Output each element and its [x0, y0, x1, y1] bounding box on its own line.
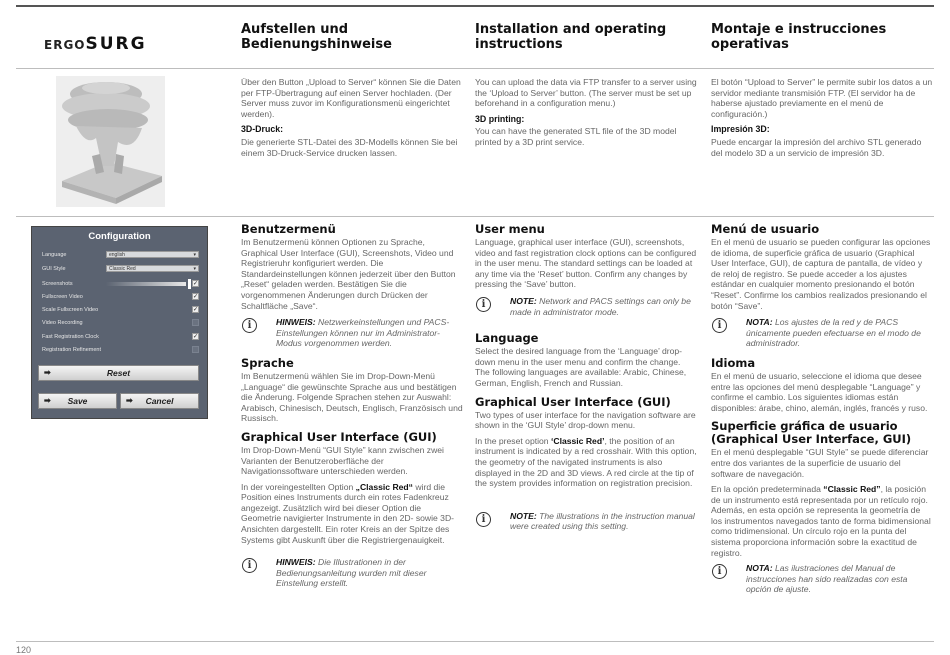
en-user-menu-heading: User menu [475, 222, 545, 236]
de-note-1: i HINWEIS: Netzwerkeinstellungen und PACS-Einstellungen können nur im Administrator-Modus vorgenommen werden. [241, 317, 463, 349]
s2-col-es [711, 223, 933, 603]
es-gui-heading: Superficie gráfica de usuario (Graphical User Interface, GUI) [711, 419, 912, 447]
de-gui-text-1: Im Drop-Down-Menü “GUI Style” kann zwischen zwei Varianten der Benutzeroberfläche der Navigationssoftware unterschieden werden. [241, 444, 444, 477]
screenshots-checkbox[interactable]: ✓ [193, 281, 199, 287]
config-row-language: Language english ▾ [42, 250, 200, 260]
s1-es-p2: Puede encargar la impresión del archivo STL generado del modelo 3D a un servicio de impresión 3D. [711, 136, 922, 158]
header-de: Aufstellen und Bedienungshinweise [241, 22, 392, 52]
top-rule [16, 5, 934, 7]
s1-col-en [475, 77, 697, 153]
slider-knob[interactable] [188, 279, 191, 289]
s1-es-sub: Impresión 3D: [711, 124, 770, 135]
config-row-screenshots: Screenshots ✓ [42, 281, 199, 287]
de-user-menu-heading: Benutzermenü [241, 222, 336, 236]
s1-en-p2: You can have the generated STL file of the 3D model printed by a 3D print service. [475, 126, 677, 147]
arrow-right-icon: ➡ [44, 396, 51, 405]
s1-de-p2: Die generierte STL-Datei des 3D-Modells können Sie bei einem 3D-Druck-Service drucken lassen. [241, 136, 458, 158]
de-gui-heading: Graphical User Interface (GUI) [241, 429, 437, 444]
configuration-panel [31, 226, 208, 419]
s1-en-p1: You can upload the data via FTP transfer to a server using the ‘Upload to Server’ button. (The server must be set up beforehand in a configuration menu.) [475, 77, 697, 109]
arrow-right-icon: ➡ [126, 396, 133, 405]
de-gui-text-2: In der voreingestellten Option „Classic Red“ wird die Position eines Instruments durch ein rotes Fadenkreuz angezeigt. Zusätzlich wird bei dieser Option die Geometrie navigierter Instrumente in den 2D- sowie 3D-Ansichten dargestellt. Ein roter Kreis an der Spitze des Systems gibt Auskunft über die Registriergenauigkeit. [241, 481, 455, 545]
s1-de-p1: Über den Button „Upload to Server“ können Sie die Daten per FTP-Übertragung auf einen Server hochladen. (Der Server muss zuvor im Konfigurationsmenü eingerichtet werden). [241, 77, 461, 119]
config-row-fast-registration-clock: Fast Registration Clock ✓ [42, 334, 199, 340]
en-note-2: i NOTE: The illustrations in the instruction manual were created using this setting. [475, 511, 697, 532]
info-icon: i [242, 318, 257, 333]
arrow-right-icon: ➡ [44, 368, 51, 377]
es-user-menu-heading: Menú de usuario [711, 222, 820, 236]
de-language-text: Im Benutzermenü wählen Sie im Drop-Down-Menü „Language“ die gewünschte Sprache aus und bestätigen die Änderung. Folgende Sprachen stehen zur Auswahl: Arabisch, Chinesisch, Deutsch, Englisch, Französisch und Russisch. [241, 370, 463, 424]
en-user-menu-text: Language, graphical user interface (GUI), screenshots, video and fast registration clock options can be configured in the user menu. The standard settings can be loaded at any time via the ‘Reset’ button. Confirm any changes by pressing the ‘Save’ button. [475, 237, 697, 290]
es-note-1: i NOTA: Los ajustes de la red y de PACS únicamente pueden efectuarse en el modo de administrador. [711, 317, 933, 349]
es-gui-text-1: En el menú desplegable “GUI Style” se puede diferenciar entre dos variantes de la superficie de usuario del software de navegación. [711, 447, 929, 479]
gui-style-dropdown[interactable]: Classic Red ▾ [106, 265, 199, 272]
config-row-registration-refinement: Registration Refinement [42, 345, 200, 355]
de-user-menu-text: Im Benutzermenü können Optionen zu Sprache, Graphical User Interface (GUI), Screenshots, Video und Registrieruhr konfiguriert werden. Die Standardeinstellungen können jederzeit über den Button „Reset“ geladen werden. Bestätigen Sie die vorgenommenen Änderungen durch Drücken der Schaltfläche „Save“. [241, 237, 456, 311]
registration-refinement-checkbox[interactable] [192, 346, 199, 353]
info-icon: i [712, 564, 727, 579]
config-row-scale-fullscreen-video: Scale Fullscreen Video ✓ [42, 307, 199, 313]
video-recording-checkbox[interactable] [192, 319, 199, 326]
es-language-text: En el menú de usuario, seleccione el idioma que desee entre las opciones del menú desplegable “Language” y confirme el cambio. Los siguientes idiomas están disponibles: árabe, chino, alemán, inglés, francés y ruso. [711, 370, 928, 413]
language-dropdown[interactable]: english ▾ [106, 251, 199, 258]
s1-col-es [711, 77, 933, 163]
config-row-video-recording: Video Recording [42, 318, 200, 328]
info-icon: i [476, 297, 491, 312]
s1-col-de [241, 77, 463, 163]
es-language-heading: Idioma [711, 355, 756, 370]
info-icon: i [712, 318, 727, 333]
s2-col-de [241, 223, 463, 597]
header-es: Montaje e instrucciones operativas [711, 22, 887, 52]
save-button[interactable]: ➡ Save [38, 393, 117, 409]
3d-print-image [56, 76, 165, 207]
ergosurg-logo: ERGOSURG [44, 34, 147, 54]
en-language-text: Select the desired language from the ‘Language’ drop-down menu in the user menu and confirm the change. The following languages are available: Arabic, Chinese, German, English, French and Russian. [475, 346, 687, 388]
s2-col-en [475, 223, 697, 540]
info-icon: i [242, 558, 257, 573]
fullscreen-video-checkbox[interactable]: ✓ [193, 294, 199, 300]
es-note-2: i NOTA: Las ilustraciones del Manual de instrucciones han sido realizadas con esta opción de ajuste. [711, 563, 933, 595]
s1-en-sub: 3D printing: [475, 113, 525, 124]
fast-registration-clock-checkbox[interactable]: ✓ [193, 334, 199, 340]
header-rule [16, 68, 934, 69]
cancel-button[interactable]: ➡ Cancel [120, 393, 199, 409]
s1-de-sub: 3D-Druck: [241, 124, 284, 135]
header-en: Installation and operating instructions [475, 22, 667, 52]
en-gui-text-2: In the preset option ‘Classic Red’, the position of an instrument is indicated by a red crosshair. With this option, the geometry of the navigated instruments is also displayed in the 2D and 3D views. A red circle at the tip of the system provides information on registration precision. [475, 435, 697, 489]
config-title: Configuration [88, 231, 151, 242]
info-icon: i [476, 512, 491, 527]
en-gui-text-1: Two types of user interface for the navigation software are shown in the ‘GUI Style’ drop-down menu. [475, 409, 696, 431]
config-row-fullscreen-video: Fullscreen Video ✓ [42, 294, 199, 300]
config-row-gui-style: GUI Style Classic Red ▾ [42, 264, 200, 274]
section-rule [16, 216, 934, 217]
footer-rule [16, 641, 934, 642]
s1-es-p1: El botón “Upload to Server” le permite subir los datos a un servidor mediante transmisión FTP. (El servidor ha de haberse ajustado previamente en el menú de configuración.) [711, 77, 933, 119]
es-gui-text-2: En la opción predeterminada “Classic Red”, la posición de un instrumento está representada por un retículo rojo. Además, en esta opción se representa la geometría de los instrumentos navegados tanto de forma bidimensional como tridimensional. Un círculo rojo en la punta del sistema proporciona información sobre la exactitud de registro. [711, 484, 931, 558]
page-number: 120 [16, 645, 32, 655]
en-note-1: i NOTE: Network and PACS settings can only be made in administrator mode. [475, 296, 697, 317]
screenshots-slider[interactable] [106, 282, 186, 286]
en-gui-heading: Graphical User Interface (GUI) [475, 394, 671, 409]
en-language-heading: Language [475, 331, 539, 346]
scale-fullscreen-video-checkbox[interactable]: ✓ [193, 307, 199, 313]
de-note-2: i HINWEIS: Die Illustrationen in der Bedienungsanleitung wurden mit dieser Einstellung erstellt. [241, 557, 463, 589]
reset-button[interactable]: ➡ Reset [38, 365, 199, 381]
es-user-menu-text: En el menú de usuario se pueden configurar las opciones de idioma, de superficie gráfica de usuario (Graphical User Interface, GUI), de captura de pantalla, de vídeo y de reloj de registro. Se puede acceder a los ajustes estándar en cualquier momento presionando el botón “Reset”. Confirme los cambios realizados presionando el botón “Save”. [711, 237, 931, 311]
de-language-heading: Sprache [241, 355, 294, 370]
